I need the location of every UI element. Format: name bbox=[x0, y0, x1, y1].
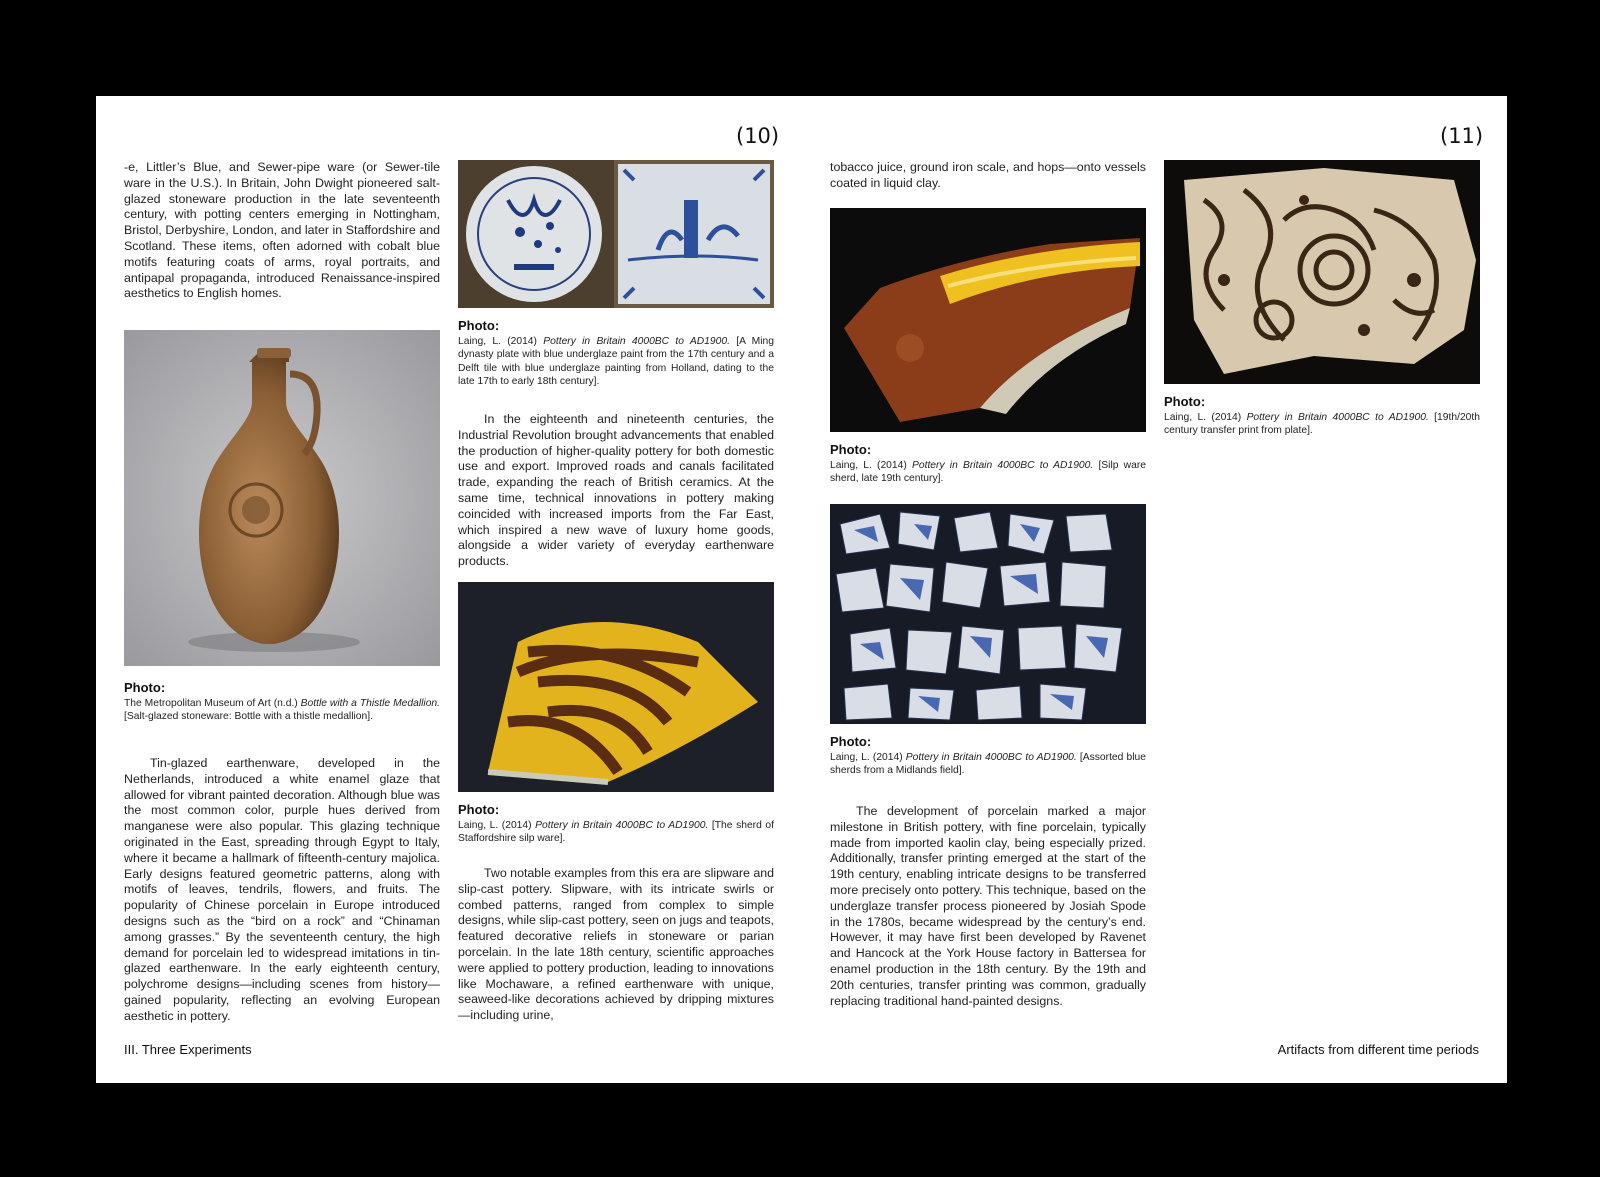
footer-section-title: III. Three Experiments bbox=[124, 1042, 252, 1057]
blue-sherds-photo bbox=[830, 504, 1146, 724]
page-number-left: (10) bbox=[736, 124, 780, 148]
photo-caption: The Metropolitan Museum of Art (n.d.) Bottle with a Thistle Medallion. [Salt-glazed stoneware: Bottle with a thistle medallion]. bbox=[124, 698, 441, 723]
transfer-print-caption-block bbox=[1164, 394, 1480, 438]
bottle-photo bbox=[124, 330, 440, 666]
col1-intro-text: -e, Littler’s Blue, and Sewer-pipe ware (or Sewer-tile ware in the U.S.). In Britain, John Dwight pioneered salt-glazed stoneware production in the late seventeenth century, with potting centers emerging in Nottingham, Bristol, Derbyshire, London, and later in Staffordshire and Scotland. These items, often adorned with cobalt blue motifs featuring coats of arms, royal portraits, and antipapal propaganda, introduced Renaissance-inspired aesthetics to English homes. bbox=[124, 160, 440, 301]
transfer-print-sherd-photo bbox=[1164, 160, 1480, 384]
col1-body-text: Tin-glazed earthenware, developed in the Netherlands, introduced a white enamel glaze that allowed for vibrant painted decoration. Although blue was the most common color, purple hues derived from manganese were also popular. This glazing technique originated in the East, spreading through Egypt to Italy, where it became a hallmark of fifteenth-century majolica. Early designs featured geometric patterns, along with motifs of leaves, tendrils, flowers, and fruits. The popularity of Chinese porcelain in Europe introduced designs such as the “bird on a rock” and “Chinaman among grasses.” By the seventeenth century, the high demand for porcelain led to widespread imitations in tin-glazed earthenware. In the early eighteenth century, polychrome designs—including scenes from history—gained popularity, reflecting an evolving European aesthetic in pottery. bbox=[124, 756, 440, 1023]
column-1 bbox=[124, 160, 441, 1023]
photo-caption: Laing, L. (2014) Pottery in Britain 4000BC to AD1900. [The sherd of Staffordshire silp ware]. bbox=[458, 820, 774, 845]
slip-ware-sherd-photo bbox=[830, 208, 1146, 432]
column-3 bbox=[830, 160, 1146, 1008]
col2-paragraph-2: Two notable examples from this era are slipware and slip-cast pottery. Slipware, with its intricate swirls or combed patterns, ranged from complex to simple designs, while slip-cast pottery, seen on jugs and teapots, featured decorative reliefs in stoneware or parian porcelain. In the late 18th century, scientific approaches were applied to pottery production, leading to innovations like Mochaware, a refined earthenware with unique, seaweed-like decorations achieved by dripping mixtures—including urine, bbox=[458, 866, 774, 1023]
col2-paragraph-1: In the eighteenth and nineteenth centuries, the Industrial Revolution brought advancements that enabled the production of higher-quality pottery for both domestic use and export. Improved roads and canals facilitated trade, expanding the reach of British ceramics. At the same time, technical innovations in pottery making coincided with increased imports from the Far East, which inspired a new wave of luxury home goods, alongside a wider variety of everyday earthenware products. bbox=[458, 412, 774, 569]
photo-label: Photo: bbox=[458, 318, 500, 333]
slipware-sherd-photo bbox=[458, 582, 774, 792]
footer-page-title: Artifacts from different time periods bbox=[1277, 1042, 1479, 1057]
photo-label: Photo: bbox=[830, 442, 872, 457]
bottle-caption-block bbox=[124, 680, 440, 724]
slip-sherd-caption-block bbox=[830, 442, 1146, 486]
photo-label: Photo: bbox=[1164, 394, 1206, 409]
photo-caption: Laing, L. (2014) Pottery in Britain 4000BC to AD1900. [Silp ware sherd, late 19th century]. bbox=[830, 460, 1146, 485]
blue-sherds-caption-block bbox=[830, 734, 1146, 778]
slipware-caption-block bbox=[458, 802, 774, 846]
photo-caption: Laing, L. (2014) Pottery in Britain 4000BC to AD1900. [Assorted blue sherds from a Midlands field]. bbox=[830, 752, 1146, 777]
photo-label: Photo: bbox=[458, 802, 500, 817]
book-spread bbox=[96, 96, 1507, 1083]
photo-label: Photo: bbox=[124, 680, 166, 695]
photo-caption: Laing, L. (2014) Pottery in Britain 4000BC to AD1900. [19th/20th century transfer print from plate]. bbox=[1164, 412, 1480, 437]
col3-body-text: The development of porcelain marked a major milestone in British pottery, with fine porcelain, typically made from imported kaolin clay, being especially prized. Additionally, transfer printing emerged at the start of the 19th century, enabling intricate designs to be transferred more precisely onto pottery. This technique, based on the underglaze transfer process pioneered by Josiah Spode in the 1780s, became widespread by the century’s end. However, it may have first been developed by Ravenet and Hancock at the York House factory in Battersea for enamel production in the 18th century. By the 19th and 20th centuries, transfer printing was common, gradually replacing traditional hand-painted designs. bbox=[830, 804, 1146, 1008]
ming-plate-delft-tile-photo bbox=[458, 160, 774, 308]
page-number-right: (11) bbox=[1440, 124, 1484, 148]
photo-caption: Laing, L. (2014) Pottery in Britain 4000BC to AD1900. [A Ming dynasty plate with blue underglaze paint from the 17th century and a Delft tile with blue underglaze painting from Holland, dating to the late 17th to early 18th century]. bbox=[458, 336, 774, 387]
col3-intro-text: tobacco juice, ground iron scale, and hops—onto vessels coated in liquid clay. bbox=[830, 160, 1146, 190]
plate-caption-block bbox=[458, 318, 774, 388]
photo-label: Photo: bbox=[830, 734, 872, 749]
